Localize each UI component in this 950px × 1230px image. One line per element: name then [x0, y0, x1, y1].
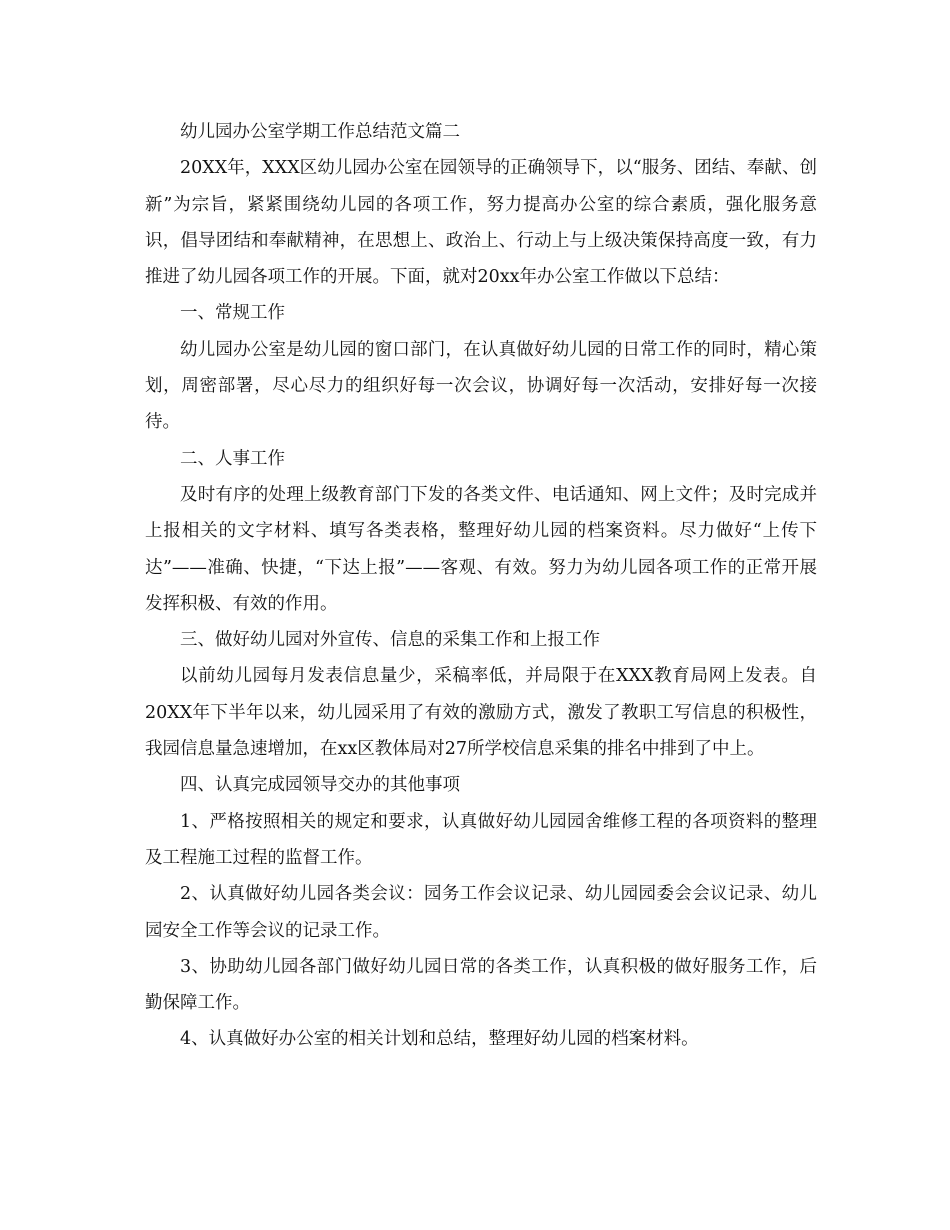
- document-page: [145, 114, 817, 1058]
- other-matters-item-1: 1、严格按照相关的规定和要求，认真做好幼儿园园舍维修工程的各项资料的整理及工程施工过程的监督工作。: [145, 811, 817, 868]
- section-heading-other-matters: 四、认真完成园领导交办的其他事项: [180, 775, 460, 796]
- personnel-work-paragraph: 及时有序的处理上级教育部门下发的各类文件、电话通知、网上文件；及时完成并上报相关的文字材料、填写各类表格，整理好幼儿园的档案资料。尽力做好“上传下达”——准确、快捷，“下达上报”——客观、有效。努力为幼儿园各项工作的正常开展发挥积极、有效的作用。: [145, 484, 817, 614]
- other-matters-item-4: 4、认真做好办公室的相关计划和总结，整理好幼儿园的档案材料。: [180, 1029, 699, 1050]
- section-heading-routine-work: 一、常规工作: [180, 303, 285, 324]
- intro-paragraph: 20XX年，XXX区幼儿园办公室在园领导的正确领导下，以“服务、团结、奉献、创新”为宗旨，紧紧围绕幼儿园的各项工作，努力提高办公室的综合素质，强化服务意识，倡导团结和奉献精神，在思想上、政治上、行动上与上级决策保持高度一致，有力推进了幼儿园各项工作的开展。下面，就对20xx年办公室工作做以下总结：: [145, 158, 817, 288]
- document-title: 幼儿园办公室学期工作总结范文篇二: [180, 122, 460, 142]
- section-heading-publicity-work: 三、做好幼儿园对外宣传、信息的采集工作和上报工作: [180, 630, 600, 651]
- other-matters-item-2: 2、认真做好幼儿园各类会议：园务工作会议记录、幼儿园园委会会议记录、幼儿园安全工作等会议的记录工作。: [145, 884, 817, 941]
- routine-work-paragraph: 幼儿园办公室是幼儿园的窗口部门，在认真做好幼儿园的日常工作的同时，精心策划，周密部署，尽心尽力的组织好每一次会议，协调好每一次活动，安排好每一次接待。: [145, 339, 817, 433]
- publicity-work-paragraph: 以前幼儿园每月发表信息量少，采稿率低，并局限于在XXX教育局网上发表。自20XX年下半年以来，幼儿园采用了有效的激励方式，激发了教职工写信息的积极性，我园信息量急速增加，在xx区教体局对27所学校信息采集的排名中排到了中上。: [145, 666, 817, 760]
- other-matters-item-3: 3、协助幼儿园各部门做好幼儿园日常的各类工作，认真积极的做好服务工作，后勤保障工作。: [145, 956, 817, 1014]
- section-heading-personnel-work: 二、人事工作: [180, 448, 285, 469]
